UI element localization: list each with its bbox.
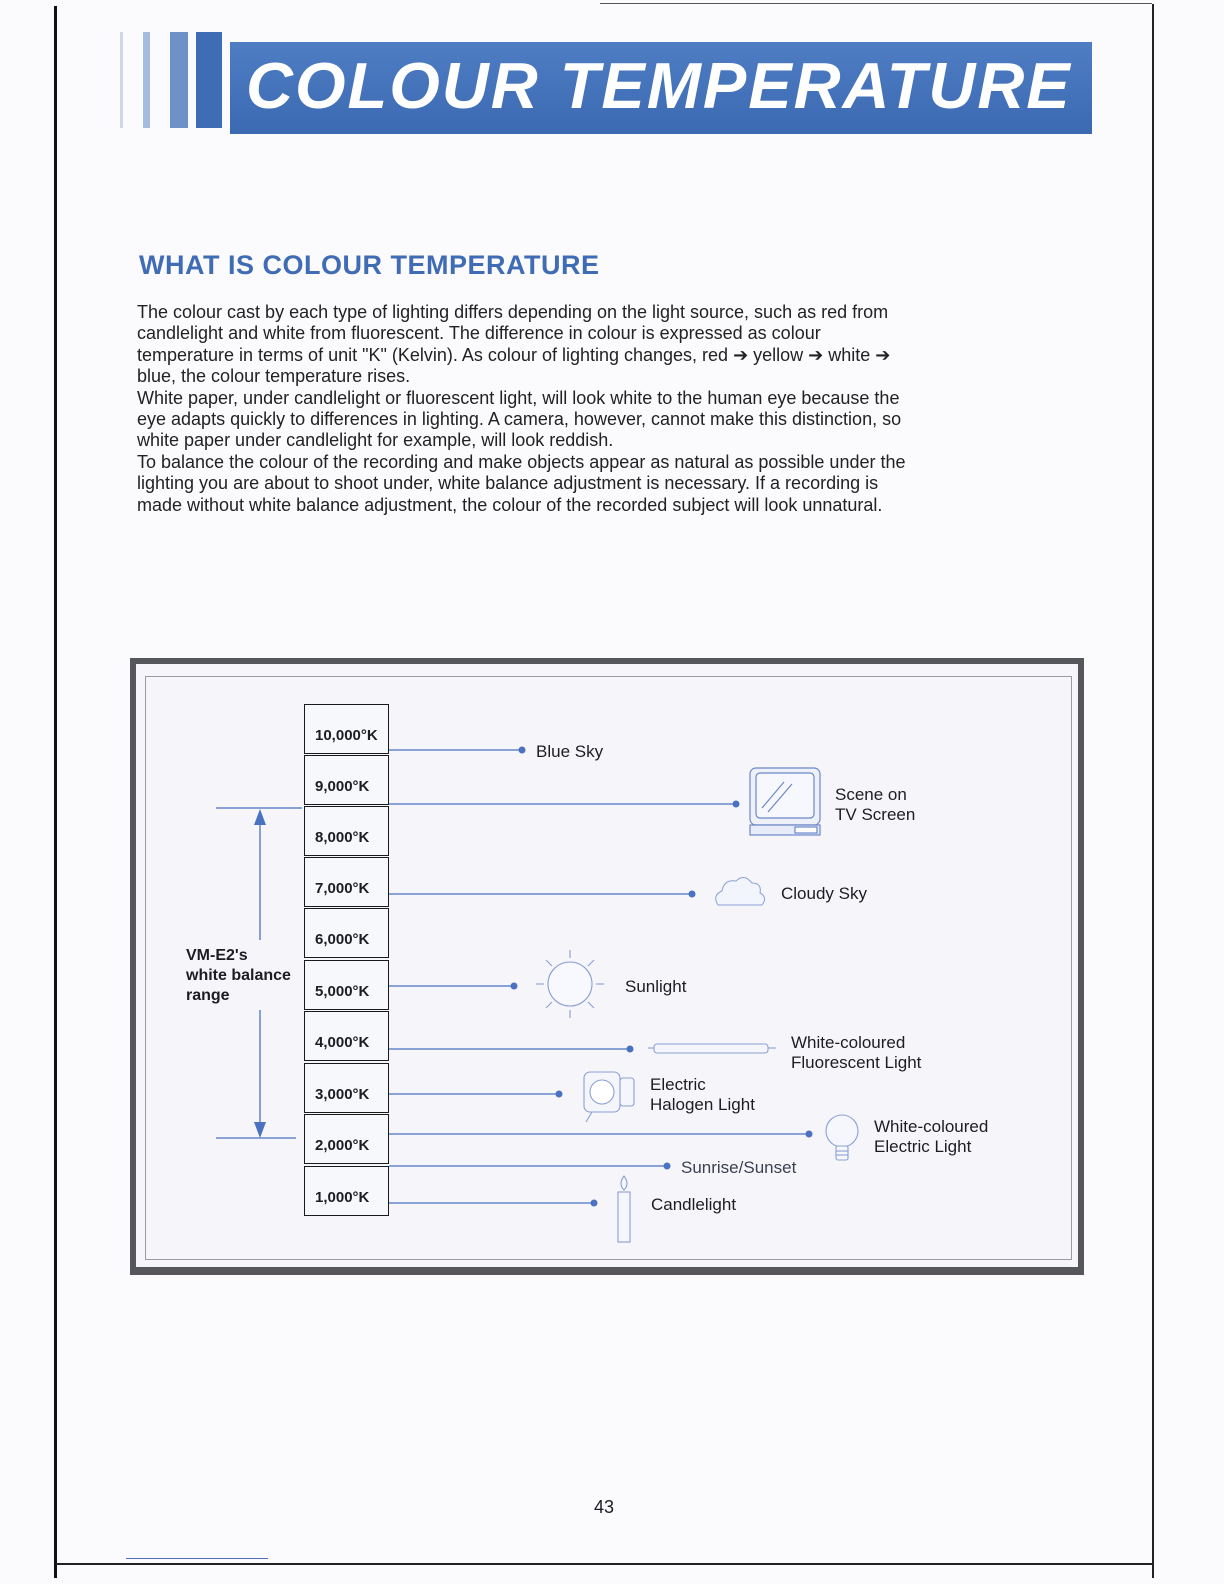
scale-cell-3000 — [304, 1063, 389, 1113]
scale-cell-10000 — [304, 704, 389, 754]
white-balance-range-label — [186, 946, 291, 1006]
page-border-accent — [126, 1558, 268, 1559]
label-sunrise-sunset: Sunrise/Sunset — [681, 1158, 797, 1177]
paragraph: To balance the colour of the recording and make objects appear as natural as possible under the lighting you are about to shoot under, white balance adjustment is necessary. If a recording is made without white balance adjustment, the colour of the recorded subject will look unnatural. — [137, 451, 906, 515]
label-sunlight: Sunlight — [625, 977, 687, 996]
paragraph: The colour cast by each type of lighting differs depending on the light source, such as red from candlelight and white from fluorescent. The difference in colour is expressed as colour temperature in terms of unit "K" (Kelvin). As colour of lighting changes, red ➔ yellow ➔ white ➔ blue, the colour temperature rises. — [137, 302, 891, 387]
label-electric-light — [874, 1117, 988, 1156]
section-heading: WHAT IS COLOUR TEMPERATURE — [139, 250, 600, 280]
banner-stripe — [143, 32, 150, 128]
label-line: White-coloured — [874, 1117, 989, 1136]
scale-label: 9,000°K — [315, 778, 370, 795]
label-blue-sky: Blue Sky — [536, 742, 604, 761]
label-candlelight: Candlelight — [651, 1195, 737, 1214]
scale-cell-8000 — [304, 806, 389, 856]
page-border-top — [600, 3, 1152, 4]
scale-cell-9000 — [304, 755, 389, 805]
page-border-bottom — [56, 1563, 1154, 1565]
page-border-right — [1152, 4, 1154, 1578]
banner-stripe — [196, 32, 222, 128]
label-line: Scene on — [835, 785, 907, 804]
scale-cell-2000 — [304, 1114, 389, 1164]
label-cloudy-sky: Cloudy Sky — [781, 884, 867, 903]
scale-cell-4000 — [304, 1011, 389, 1061]
range-label-line: range — [186, 987, 230, 1004]
label-line: Halogen Light — [650, 1094, 755, 1114]
range-label-line: white balance — [186, 967, 291, 984]
scale-label: 10,000°K — [315, 727, 378, 744]
scale-label: 3,000°K — [315, 1086, 370, 1103]
scale-label: 7,000°K — [315, 880, 370, 897]
page-border-left — [54, 6, 57, 1578]
label-line: Fluorescent Light — [791, 1052, 922, 1072]
banner-stripe — [170, 32, 188, 128]
scale-cell-6000 — [304, 908, 389, 958]
page-number: 43 — [594, 1497, 615, 1517]
scale-label: 4,000°K — [315, 1034, 370, 1051]
body-text — [137, 302, 917, 516]
scale-cell-7000 — [304, 857, 389, 907]
scale-label: 8,000°K — [315, 829, 370, 846]
range-label-line: VM-E2's — [186, 947, 248, 964]
label-halogen — [650, 1075, 755, 1114]
label-tv-screen — [835, 785, 915, 824]
page-title: COLOUR TEMPERATURE — [246, 49, 1072, 122]
paragraph: White paper, under candlelight or fluorescent light, will look white to the human eye because the eye adapts quickly to differences in lighting. A camera, however, cannot make this distinction, so white paper under candlelight for example, will look reddish. — [137, 387, 902, 451]
label-line: Electric — [650, 1075, 706, 1094]
scale-label: 6,000°K — [315, 931, 370, 948]
label-line: Electric Light — [874, 1136, 972, 1156]
banner-stripe — [120, 32, 123, 128]
label-line: TV Screen — [835, 804, 916, 824]
label-line: White-coloured — [791, 1033, 906, 1052]
scale-label: 1,000°K — [315, 1189, 370, 1206]
label-fluorescent — [791, 1033, 921, 1072]
scale-label: 2,000°K — [315, 1137, 370, 1154]
scale-cell-1000 — [304, 1166, 389, 1216]
scale-cell-5000 — [304, 960, 389, 1010]
scale-label: 5,000°K — [315, 983, 370, 1000]
